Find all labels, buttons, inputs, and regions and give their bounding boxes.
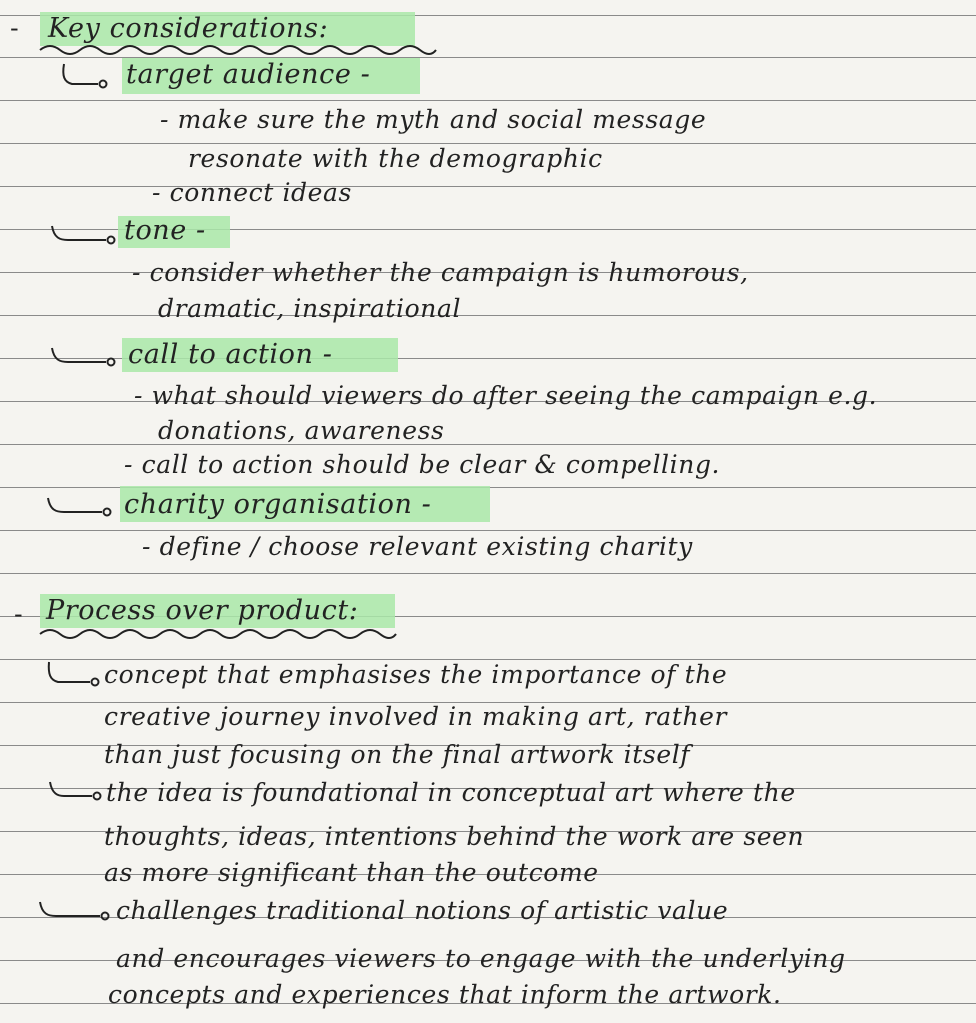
rule-line [0,315,976,316]
hook-arrow-icon [48,218,118,248]
rule-line [0,573,976,574]
rule-line [0,100,976,101]
item-line: than just focusing on the final artwork itself [104,740,691,769]
item-line: - define / choose relevant existing charity [142,532,693,561]
wavy-underline-icon [38,624,398,642]
item-line: as more significant than the outcome [104,858,599,887]
item-line: - consider whether the campaign is humorous, [132,258,749,287]
item-line: - what should viewers do after seeing the campaign e.g. [134,381,878,410]
bullet-dash: - [10,14,19,42]
item-line: concept that emphasises the importance of the [104,660,728,689]
item-line: resonate with the demographic [188,144,603,173]
item-line: - make sure the myth and social message [160,105,707,134]
item-line: challenges traditional notions of artistic value [116,896,729,925]
item-line: and encourages viewers to engage with the underlying [116,944,846,973]
item-line: thoughts, ideas, intentions behind the work are seen [104,822,805,851]
section-heading: Key considerations: [48,13,329,44]
item-line: donations, awareness [158,416,445,445]
rule-line [0,186,976,187]
hook-arrow-icon [58,62,110,92]
hook-arrow-icon [46,774,106,804]
item-title: tone - [124,215,206,246]
rule-line [0,444,976,445]
hook-arrow-icon [44,490,114,520]
rule-line [0,530,976,531]
item-line: concepts and experiences that inform the artwork. [108,980,782,1009]
hook-arrow-icon [48,340,118,370]
hook-arrow-icon [44,660,104,690]
item-title: charity organisation - [124,489,432,520]
item-title: call to action - [128,339,333,370]
item-line: - call to action should be clear & compelling. [124,450,721,479]
item-line: creative journey involved in making art, rather [104,702,728,731]
section-heading: Process over product: [46,595,359,626]
item-title: target audience - [126,59,371,90]
item-line: - connect ideas [152,178,352,207]
item-line: the idea is foundational in conceptual art where the [106,778,796,807]
item-line: dramatic, inspirational [158,294,462,323]
hook-arrow-icon [36,896,116,926]
bullet-dash: - [14,600,23,628]
